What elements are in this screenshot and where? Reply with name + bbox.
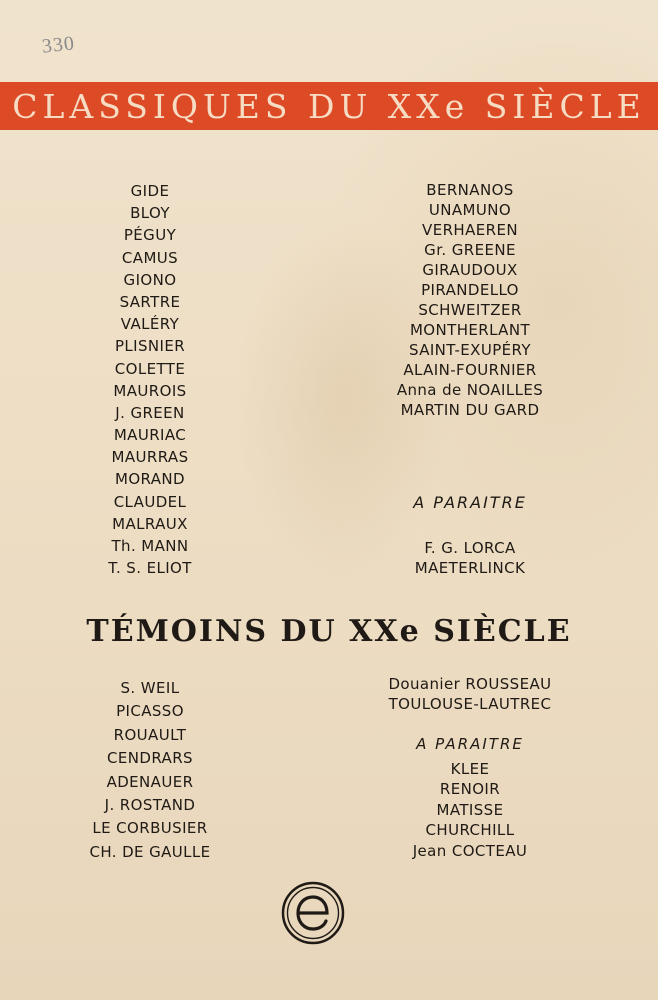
author-name: F. G. LORCA [424,539,516,557]
subject-name: MATISSE [436,800,504,819]
temoins-section-title: TÉMOINS DU XXe SIÈCLE [86,614,572,649]
author-name: MONTHERLANT [409,321,531,339]
author-name: Gr. GREENE [424,241,516,259]
subject-name: ROUAULT [113,725,187,744]
subject-name: J. ROSTAND [104,795,196,814]
subject-name: S. WEIL [120,679,180,697]
subject-name: RENOIR [439,780,501,799]
author-name: ALAIN-FOURNIER [403,361,537,379]
page-number-pencil-mark: 330 [40,32,77,58]
subject-name: CH. DE GAULLE [89,842,211,861]
subject-name: ADENAUER [106,772,194,791]
classiques-forthcoming-list [370,538,570,578]
subject-name: KLEE [450,760,490,778]
author-name: BLOY [130,204,170,223]
author-name: CAMUS [121,248,179,267]
author-name: PLISNIER [114,337,186,356]
author-name: Th. MANN [111,537,189,555]
author-name: VALÉRY [120,315,180,334]
subject-name: Douanier ROUSSEAU [388,675,552,693]
subject-name: TOULOUSE-LAUTREC [388,695,552,713]
author-name: GIONO [123,270,177,289]
author-name: MAUROIS [113,381,187,400]
publisher-logo-icon [278,880,348,946]
author-name: PÉGUY [123,226,177,245]
author-name: GIDE [130,182,170,200]
author-name: CLAUDEL [113,492,187,511]
author-name: SAINT-EXUPÉRY [409,341,531,359]
author-name: MAURRAS [111,448,189,467]
author-name: MAETERLINCK [414,559,526,577]
classiques-left-list [70,180,230,579]
temoins-forthcoming-label: A PARAITRE [416,735,524,753]
author-name: MALRAUX [112,514,188,533]
subject-name: PICASSO [116,702,184,721]
temoins-forthcoming-list [370,759,570,861]
series-banner [0,82,658,130]
temoins-left-list [70,677,230,864]
author-name: GIRAUDOUX [422,261,518,279]
classiques-forthcoming-label: A PARAITRE [413,493,527,512]
author-name: COLETTE [114,359,186,378]
author-name: BERNANOS [426,181,514,199]
author-name: PIRANDELLO [421,281,519,299]
temoins-right-list [370,674,570,714]
classiques-right-list [370,180,570,420]
subject-name: CENDRARS [107,749,193,768]
author-name: J. GREEN [115,403,185,422]
banner-title: CLASSIQUES DU XXe SIÈCLE [12,86,646,126]
author-name: MARTIN DU GARD [400,401,540,419]
subject-name: CHURCHILL [425,821,515,840]
author-name: MAURIAC [113,426,187,445]
author-name: VERHAEREN [422,221,518,239]
subject-name: Jean COCTEAU [412,841,528,860]
author-name: Anna de NOAILLES [396,381,544,399]
author-name: SCHWEITZER [418,301,522,319]
author-name: MORAND [115,470,185,489]
author-name: SARTRE [119,292,181,311]
subject-name: LE CORBUSIER [92,819,208,838]
author-name: UNAMUNO [428,201,512,219]
author-name: T. S. ELIOT [108,559,192,578]
